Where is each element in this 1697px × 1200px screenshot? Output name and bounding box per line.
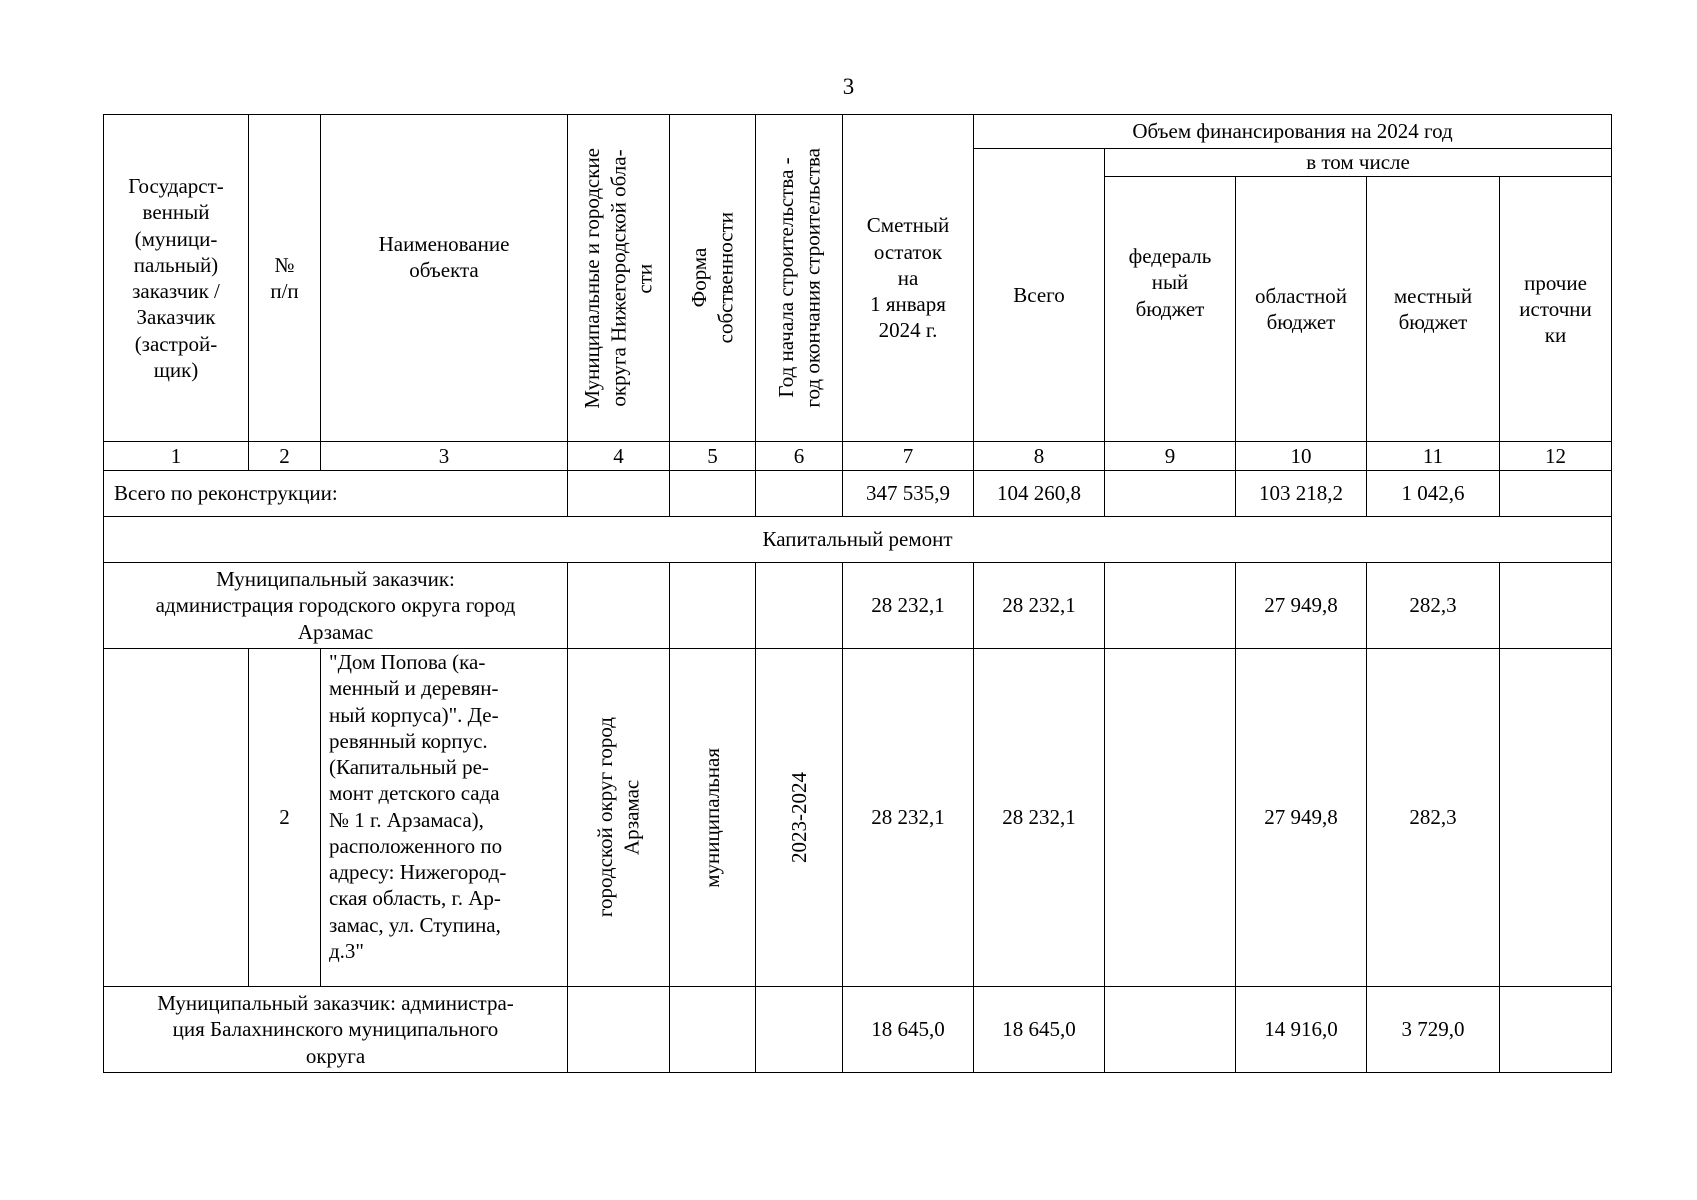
local-value: 282,3: [1367, 649, 1500, 987]
total-value: 28 232,1: [974, 649, 1105, 987]
empty-cell: [568, 471, 670, 517]
reconstruction-total-row: [104, 471, 1612, 517]
column-number: 4: [568, 442, 670, 471]
total-value: 28 232,1: [974, 563, 1105, 649]
customer-label: Муниципальный заказчик: администра- ция Балахнинского муниципального округа: [104, 987, 568, 1073]
total-value: 18 645,0: [974, 987, 1105, 1073]
object-row: [104, 649, 1612, 987]
header-districts: [568, 115, 670, 442]
empty-cell: [104, 649, 249, 987]
header-total: Всего: [974, 149, 1105, 442]
column-number: 8: [974, 442, 1105, 471]
section-row: [104, 517, 1612, 563]
column-number: 9: [1105, 442, 1236, 471]
empty-cell: [756, 471, 843, 517]
estimate-value: 28 232,1: [843, 563, 974, 649]
object-district-text: городской округ город Арзамас: [593, 717, 644, 918]
header-regional: областной бюджет: [1236, 177, 1367, 442]
object-name: "Дом Попова (ка- менный и деревян- ный корпуса)". Де- ревянный корпус. (Капитальный ре- монт детского сада № 1 г. Арзамаса), расположенного по адресу: Нижегород- ская область, г. Ар- замас, ул. Ступина, д.3": [321, 649, 568, 987]
header-years: [756, 115, 843, 442]
header-financing: Объем финансирования на 2024 год: [974, 115, 1612, 149]
estimate-value: 28 232,1: [843, 649, 974, 987]
column-number: 5: [670, 442, 756, 471]
empty-cell: [756, 987, 843, 1073]
header-federal: федераль ный бюджет: [1105, 177, 1236, 442]
customer-row-arzamas: [104, 563, 1612, 649]
empty-cell: [670, 563, 756, 649]
empty-cell: [670, 471, 756, 517]
total-value: 104 260,8: [974, 471, 1105, 517]
header-ownership: [670, 115, 756, 442]
page-number: 3: [842, 74, 855, 99]
local-value: 3 729,0: [1367, 987, 1500, 1073]
federal-value: [1105, 649, 1236, 987]
header-ownership-text: Форма собственности: [687, 212, 738, 344]
header-years-text: Год начала строительства - год окончания строительства: [773, 148, 824, 408]
column-numbers-row: [104, 442, 1612, 471]
header-number: № п/п: [249, 115, 321, 442]
other-value: [1500, 987, 1612, 1073]
local-value: 282,3: [1367, 563, 1500, 649]
column-number: 12: [1500, 442, 1612, 471]
customer-row-balakhna: [104, 987, 1612, 1073]
object-years: [756, 649, 843, 987]
other-value: [1500, 649, 1612, 987]
column-number: 11: [1367, 442, 1500, 471]
section-title: Капитальный ремонт: [104, 517, 1612, 563]
federal-value: [1105, 987, 1236, 1073]
estimate-value: 18 645,0: [843, 987, 974, 1073]
estimate-value: 347 535,9: [843, 471, 974, 517]
customer-label: Муниципальный заказчик: администрация городского округа город Арзамас: [104, 563, 568, 649]
header-estimate: Сметный остаток на 1 января 2024 г.: [843, 115, 974, 442]
header-including: в том числе: [1105, 149, 1612, 177]
object-years-text: 2023-2024: [786, 772, 811, 863]
column-number: 6: [756, 442, 843, 471]
header-customer: Государст- венный (муници- пальный) заказчик / Заказчик (застрой- щик): [104, 115, 249, 442]
empty-cell: [670, 987, 756, 1073]
federal-value: [1105, 563, 1236, 649]
header-local: местный бюджет: [1367, 177, 1500, 442]
financing-table: [103, 114, 1612, 1073]
empty-cell: [756, 563, 843, 649]
object-ownership-text: муниципальная: [700, 747, 725, 888]
other-value: [1500, 471, 1612, 517]
object-number: 2: [249, 649, 321, 987]
federal-value: [1105, 471, 1236, 517]
column-number: 3: [321, 442, 568, 471]
header-districts-text: Муниципальные и городские округа Нижегородской обла- сти: [580, 147, 657, 409]
empty-cell: [568, 563, 670, 649]
regional-value: 27 949,8: [1236, 563, 1367, 649]
object-district: [568, 649, 670, 987]
column-number: 1: [104, 442, 249, 471]
column-number: 2: [249, 442, 321, 471]
header-object-name: Наименование объекта: [321, 115, 568, 442]
regional-value: 103 218,2: [1236, 471, 1367, 517]
header-other: прочие источни ки: [1500, 177, 1612, 442]
reconstruction-total-label: Всего по реконструкции:: [104, 471, 568, 517]
column-number: 7: [843, 442, 974, 471]
other-value: [1500, 563, 1612, 649]
object-ownership: [670, 649, 756, 987]
regional-value: 27 949,8: [1236, 649, 1367, 987]
column-number: 10: [1236, 442, 1367, 471]
empty-cell: [568, 987, 670, 1073]
regional-value: 14 916,0: [1236, 987, 1367, 1073]
header-row-1: [104, 115, 1612, 149]
local-value: 1 042,6: [1367, 471, 1500, 517]
